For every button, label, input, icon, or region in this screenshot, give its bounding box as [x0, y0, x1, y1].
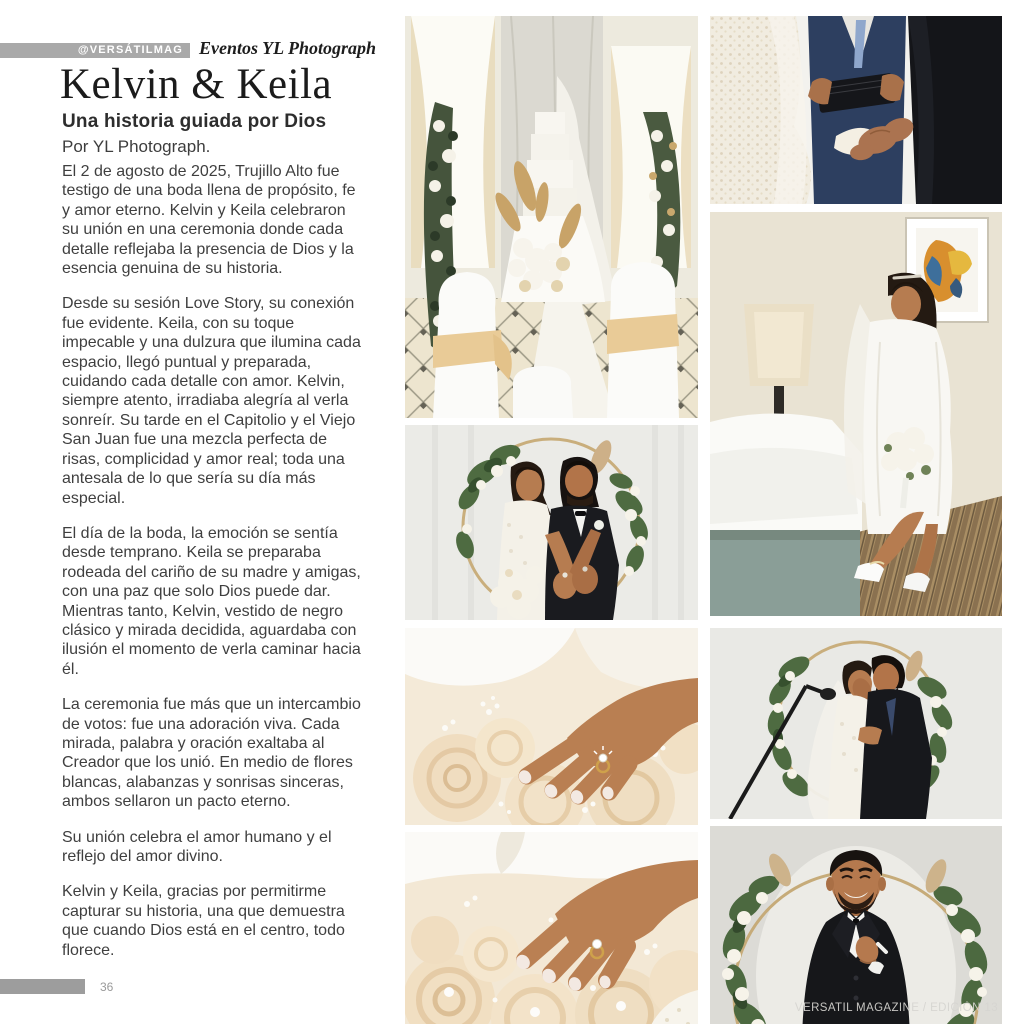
article-body: [62, 162, 362, 976]
badge-label: @VERSÁTILMAG: [77, 44, 183, 56]
photo-bouquet-closeup: [405, 832, 698, 1024]
paragraph-3: El día de la boda, la emoción se sentía desde temprano. Keila se preparaba rodeada del cariño de su madre y amigas, con una paz que solo Dios puede dar. Mientras tanto, Kelvin, vestido de negro clásico y mirada decidida, aguardaba con ilusión el momento de verla caminar hacia él.: [62, 524, 361, 678]
photo-couple-rings: [405, 425, 698, 620]
paragraph-5: Su unión celebra el amor humano y el reflejo del amor divino.: [62, 828, 332, 865]
page-number: 36: [100, 980, 114, 994]
paragraph-4: La ceremonia fue más que un intercambio de votos: fue una adoración viva. Cada mirada, palabra y oración exaltaba al Creador que los unió. En medio de flores blancas, alabanzas y sonrisas sinceras, ambos sellaron un pacto eterno.: [62, 696, 361, 811]
photo-bride-on-bed: [710, 212, 1002, 616]
article-subtitle: Una historia guiada por Dios: [62, 111, 327, 132]
section-kicker: Eventos YL Photograph: [199, 38, 377, 58]
photo-groom-portrait: [710, 826, 1002, 1024]
footer-accent-bar: [0, 979, 85, 994]
paragraph-1: El 2 de agosto de 2025, Trujillo Alto fue testigo de una boda llena de propósito, fe y amor eterno. Kelvin y Keila celebraron su unión en una ceremonia donde cada detalle reflejaba la presencia de Dios y la esencia genuina de su historia.: [62, 163, 356, 278]
photo-couple-kiss: [710, 628, 1002, 819]
magazine-credit: VERSATIL MAGAZINE / EDICIÓN 13: [794, 1002, 998, 1014]
instagram-handle-badge: [0, 43, 190, 58]
photo-vows-hands: [710, 16, 1002, 204]
photo-ring-closeup: [405, 628, 698, 825]
paragraph-2: Desde su sesión Love Story, su conexión fue evidente. Keila, con su toque impecable y una dulzura que ilumina cada espacio, llegó puntual y preparada, cuidando cada detalle con amor. Kelvin, siempre atento, irradiaba alegría al verla sonreír. Su tarde en el Capitolio y el Viejo San Juan fue una mezcla perfecta de risas, complicidad y amor real; toda una antesala de lo que sería su día más especial.: [62, 295, 361, 507]
paragraph-6: Kelvin y Keila, gracias por permitirme capturar su historia, una que demuestra que cuando Dios está en el centro, todo florece.: [62, 883, 345, 959]
photo-ceremony-venue: [405, 16, 698, 418]
article-byline: Por YL Photograph.: [62, 137, 211, 156]
article-title: Kelvin & Keila: [60, 61, 333, 108]
